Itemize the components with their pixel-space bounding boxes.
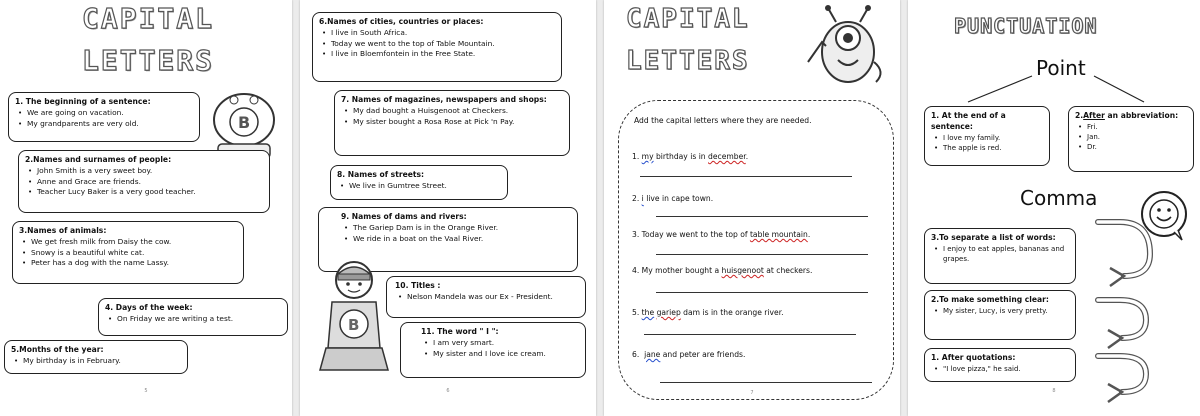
error-word: table mountain: [749, 230, 808, 239]
section-title: [1075, 110, 1187, 121]
section-6-box: [312, 12, 562, 82]
kid-clipart-icon: [318, 258, 398, 378]
list-item: • Snowy is a beautiful white cat.: [19, 248, 237, 259]
sentence-number: 3.: [632, 230, 640, 239]
list-item: • I enjoy to eat apples, bananas and grapes.: [931, 244, 1069, 264]
instruction: Add the capital letters where they are needed.: [634, 116, 812, 125]
error-word: gariep: [656, 308, 681, 317]
section-4-box: [98, 298, 288, 336]
section-title: 1. The beginning of a sentence:: [15, 97, 151, 106]
list-item: • We ride in a boat on the Vaal River.: [341, 234, 571, 245]
section-title-rest: an abbreviation:: [1104, 111, 1179, 120]
sentence-4: [632, 266, 812, 275]
letters-title: LETTERS: [626, 46, 750, 76]
point-heading: Point: [1036, 56, 1086, 80]
list-item: • Jan.: [1075, 132, 1187, 142]
section-3-box: [12, 221, 244, 284]
sentence-text: .: [745, 152, 749, 161]
comma-section-1-box: [924, 348, 1076, 382]
list-item: • "I love pizza," he said.: [931, 364, 1069, 374]
sentence-1: [632, 152, 748, 161]
punctuation-title: PUNCTUATION: [954, 14, 1098, 38]
section-title-number: 2.: [1075, 111, 1084, 120]
capital-title: CAPITAL: [82, 2, 215, 35]
section-title-keyword: After: [1083, 111, 1105, 120]
section-7-box: [334, 90, 570, 156]
sentence-text: and peter are friends.: [660, 350, 746, 359]
sentence-text: live in cape town.: [643, 194, 714, 203]
section-title: 10. Titles :: [395, 281, 441, 290]
list-item: • I love my family.: [931, 133, 1043, 143]
page-number: 8: [1052, 388, 1056, 394]
svg-text:B: B: [348, 316, 360, 334]
section-11-box: [400, 322, 586, 378]
answer-line[interactable]: [656, 216, 868, 217]
error-word: my: [641, 152, 654, 161]
list-item: • We get fresh milk from Daisy the cow.: [19, 237, 237, 248]
comma-section-2-box: [924, 290, 1076, 340]
page-6: [300, 0, 596, 416]
sentence-2: [632, 194, 713, 203]
section-1-box: [8, 92, 200, 142]
page-number: 5: [144, 388, 148, 394]
section-title: 2.To make something clear:: [931, 295, 1049, 304]
error-word: huisgenoot: [721, 266, 764, 275]
comma-section-3-box: [924, 228, 1076, 284]
list-item: • I am very smart.: [421, 338, 579, 349]
section-title: 7. Names of magazines, newspapers and shops:: [341, 95, 547, 104]
point-section-1-box: [924, 106, 1050, 166]
section-title: 11. The word " I ":: [421, 327, 499, 336]
section-title: 3.To separate a list of words:: [931, 233, 1056, 242]
list-item: • I live in Bloemfontein in the Free State.: [319, 49, 555, 60]
list-item: • Dr.: [1075, 142, 1187, 152]
sentence-text: Today we went to the top of: [641, 230, 750, 239]
sentence-text: birthday is in: [653, 152, 709, 161]
sentence-number: 2.: [632, 194, 640, 203]
section-title: 1. At the end of a sentence:: [931, 111, 1006, 131]
list-item: • On Friday we are writing a test.: [105, 314, 281, 325]
page-number: 7: [750, 390, 754, 396]
error-word: jane: [644, 350, 661, 359]
error-word: the: [641, 308, 655, 317]
monster-clipart-icon: [800, 2, 890, 92]
sentence-3: [632, 230, 810, 239]
curved-arrows-icon: [1090, 214, 1190, 414]
section-title: 4. Days of the week:: [105, 303, 193, 312]
section-title: 1. After quotations:: [931, 353, 1016, 362]
point-section-2-box: [1068, 106, 1194, 172]
page-8: [908, 0, 1200, 416]
list-item: • The apple is red.: [931, 143, 1043, 153]
error-word: i: [641, 194, 644, 203]
letters-title: LETTERS: [82, 44, 215, 77]
list-item: • Anne and Grace are friends.: [25, 177, 263, 188]
section-title: 9. Names of dams and rivers:: [341, 212, 467, 221]
list-item: • Fri.: [1075, 122, 1187, 132]
sentence-6: [632, 350, 745, 359]
sentence-number: 6.: [632, 350, 640, 359]
capital-title: CAPITAL: [626, 4, 750, 34]
answer-line[interactable]: [656, 292, 868, 293]
list-item: • We are going on vacation.: [15, 108, 193, 119]
sentence-number: 1.: [632, 152, 640, 161]
sentence-text: My mother bought a: [641, 266, 722, 275]
answer-line[interactable]: [644, 334, 856, 335]
answer-line[interactable]: [640, 176, 852, 177]
list-item: • I live in South Africa.: [319, 28, 555, 39]
list-item: • Teacher Lucy Baker is a very good teacher.: [25, 187, 263, 198]
sentence-text: dam is in the orange river.: [680, 308, 784, 317]
list-item: • My sister bought a Rosa Rose at Pick 'n Pay.: [341, 117, 563, 128]
answer-line[interactable]: [660, 382, 872, 383]
list-item: • Today we went to the top of Table Mountain.: [319, 39, 555, 50]
list-item: • We live in Gumtree Street.: [337, 181, 501, 192]
section-10-box: [386, 276, 586, 318]
sentence-text: at checkers.: [763, 266, 813, 275]
section-title: 2.Names and surnames of people:: [25, 155, 172, 164]
sentence-text: .: [807, 230, 811, 239]
page-5: [0, 0, 292, 416]
list-item: • My grandparents are very old.: [15, 119, 193, 130]
page-7: [604, 0, 900, 416]
sentence-number: 4.: [632, 266, 640, 275]
list-item: • The Gariep Dam is in the Orange River.: [341, 223, 571, 234]
list-item: • My dad bought a Huisgenoot at Checkers.: [341, 106, 563, 117]
list-item: • My sister and I love ice cream.: [421, 349, 579, 360]
list-item: • My birthday is in February.: [11, 356, 181, 367]
error-word: december: [708, 152, 746, 161]
list-item: • Nelson Mandela was our Ex - President.: [395, 292, 579, 303]
sentence-5: [632, 308, 784, 317]
answer-line[interactable]: [656, 254, 868, 255]
comma-heading: Comma: [1020, 186, 1098, 210]
section-title: 8. Names of streets:: [337, 170, 425, 179]
section-title: 5.Months of the year:: [11, 345, 104, 354]
page-number: 6: [446, 388, 450, 394]
sentence-number: 5.: [632, 308, 640, 317]
list-item: • Peter has a dog with the name Lassy.: [19, 258, 237, 269]
section-title: 3.Names of animals:: [19, 226, 107, 235]
section-title: 6.Names of cities, countries or places:: [319, 17, 484, 26]
section-5-box: [4, 340, 188, 374]
list-item: • My sister, Lucy, is very pretty.: [931, 306, 1069, 316]
list-item: • John Smith is a very sweet boy.: [25, 166, 263, 177]
section-2-box: [18, 150, 270, 213]
arrow-lines-icon: [908, 62, 1200, 112]
section-8-box: [330, 165, 508, 200]
svg-text:B: B: [238, 113, 251, 132]
